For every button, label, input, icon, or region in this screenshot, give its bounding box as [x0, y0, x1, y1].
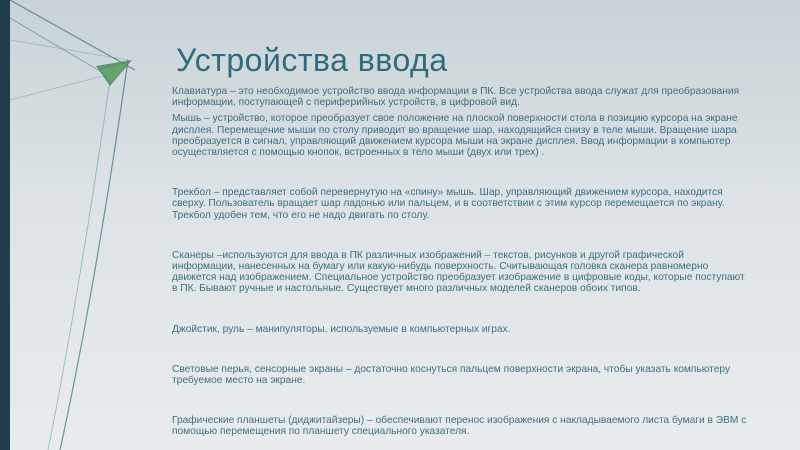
paragraph-mouse: Мышь – устройство, которое преобразует свое положение на плоской поверхности стола в позицию курсора на экране дисплея. Перемещение мыши по столу приводит во вращение шар, находящийся снизу в теле мыши. Вращение шара преобразуется в сигнал, управляющий движением курсора мыши на экране дисплея. Ввод информации в компьютер осуществляется с помощью кнопок, встроенных в тело мыши (двух или трех) . — [172, 113, 738, 159]
paragraph-trackball: Трекбол – представляет собой перевернутую на «спину» мышь. Шар, управляющий движением курсора, находится сверху. Пользователь вращает шар ладонью или пальцем, и в соответствии с этим курсор перемещается по экрану. Трекбол удобен тем, что его не надо двигать по столу. — [172, 187, 725, 221]
slide-body — [172, 86, 747, 438]
paragraph-joystick: Джойстик, руль – манипуляторы, используемые в компьютерных играх. — [172, 323, 511, 335]
slide-title: Устройства ввода — [176, 42, 448, 78]
paragraph-light-pens: Световые перья, сенсорные экраны – достаточно коснуться пальцем поверхности экрана, чтобы указать компьютеру требуемое место на экране. — [172, 363, 731, 387]
paragraph-scanners: Сканеры –используются для ввода в ПК различных изображений – текстов, рисунков и другой графической информации, нанесенных на бумагу или какую-нибудь поверхность. Считывающая головка сканера равномерно движется над изображением. Специальное устройство преобразует изображение в цифровые коды, которые поступают в ПК. Бывают ручные и настольные. Существует много различных моделей сканеров обоих типов. — [172, 249, 745, 295]
paragraph-keyboard: Клавиатура – это необходимое устройство ввода информации в ПК. Все устройства ввода служат для преобразования информации, поступающей с периферийных устройств, в цифровой вид. — [172, 86, 740, 109]
paragraph-graphic-tablets: Графические планшеты (диджитайзеры) – обеспечивают перенос изображения с накладываемого листа бумаги в ЭВМ с помощью перемещения по планшету специального указателя. — [172, 415, 747, 438]
decorative-lines — [0, 0, 140, 450]
